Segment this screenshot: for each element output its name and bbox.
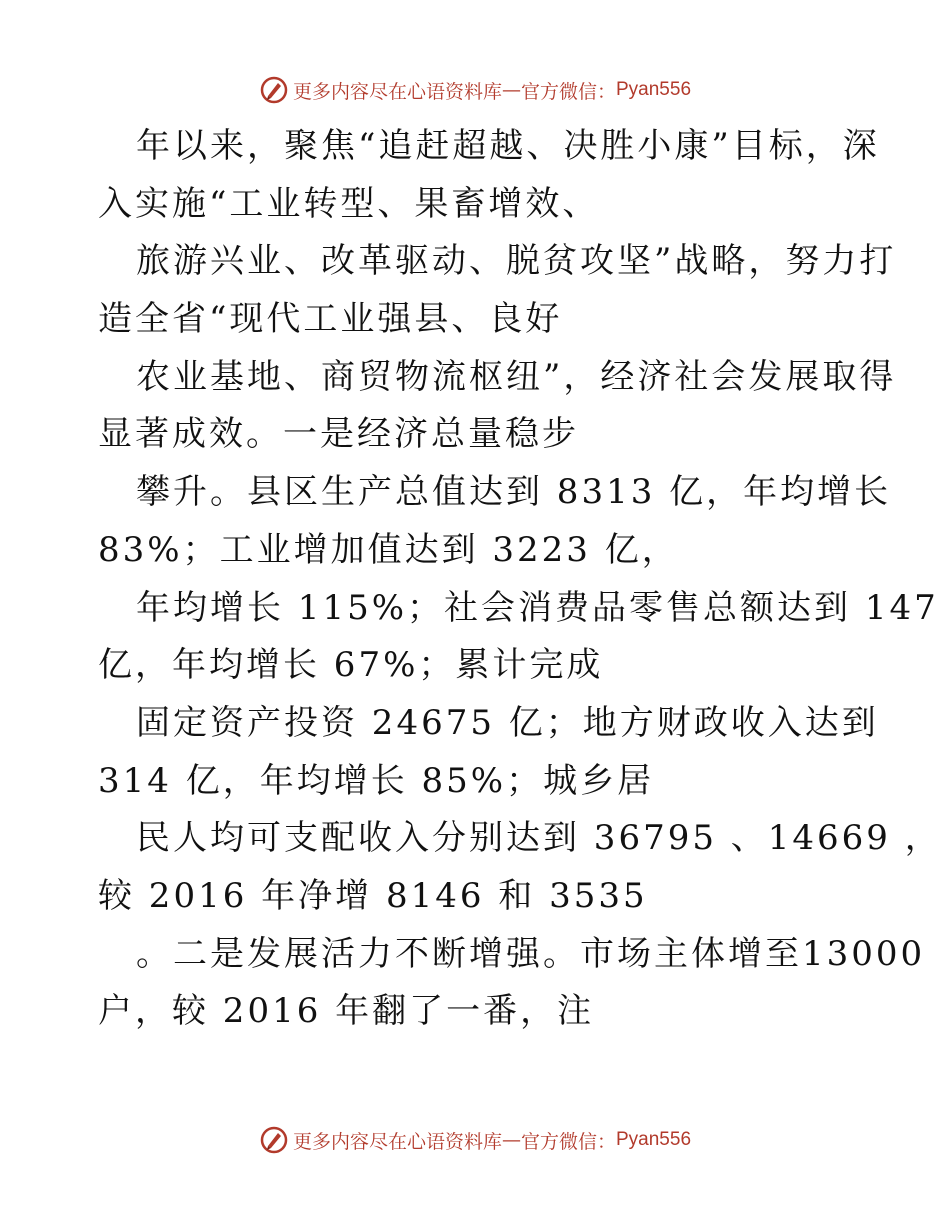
text-line: 固定资产投资 24675 亿；地方财政收入达到 [136, 702, 879, 743]
banner-wechat-label: 官方微信： [520, 1130, 616, 1153]
text-line: 旅游兴业、改革驱动、脱贫攻坚”战略，努力打 [136, 241, 897, 282]
text-line: 攀升。县区生产总值达到 8313 亿，年均增长 [136, 472, 892, 513]
text-line: 民人均可支配收入分别达到 36795 、14669 ， [136, 818, 942, 859]
text-line: 显著成效。一是经济总量稳步 [98, 414, 579, 455]
text-line: 83%；工业增加值达到 3223 亿， [98, 529, 679, 570]
text-line: 年均增长 115%；社会消费品零售总额达到 147 [136, 587, 939, 628]
banner-separator: — [501, 1129, 521, 1151]
banner-text: 更多内容尽在心语资料库 [292, 1130, 502, 1153]
text-line: 造全省“现代工业强县、良好 [98, 299, 563, 340]
text-line: 314 亿，年均增长 85%；城乡居 [98, 760, 655, 801]
banner-separator: — [501, 79, 521, 101]
banner-handle: Pyan556 [616, 79, 692, 100]
text-line: 较 2016 年净增 8146 和 3535 [98, 875, 648, 916]
banner-text: 更多内容尽在心语资料库 [292, 80, 502, 103]
banner-handle: Pyan556 [616, 1129, 692, 1150]
document-body [98, 118, 942, 1041]
pen-logo-icon [259, 1125, 289, 1155]
text-line: 。二是发展活力不断增强。市场主体增至13000 [136, 933, 926, 974]
banner-wechat-label: 官方微信： [520, 80, 616, 103]
text-line: 户，较 2016 年翻了一番，注 [98, 991, 595, 1032]
footer-banner [0, 1120, 950, 1160]
pen-logo-icon [259, 75, 289, 105]
text-line: 农业基地、商贸物流枢纽”，经济社会发展取得 [136, 356, 897, 397]
header-banner [0, 70, 950, 110]
text-line: 年以来，聚焦“追赶超越、决胜小康”目标，深 [136, 126, 880, 166]
text-line: 入实施“工业转型、果畜增效、 [98, 183, 600, 224]
text-line: 亿，年均增长 67%；累计完成 [98, 645, 604, 686]
